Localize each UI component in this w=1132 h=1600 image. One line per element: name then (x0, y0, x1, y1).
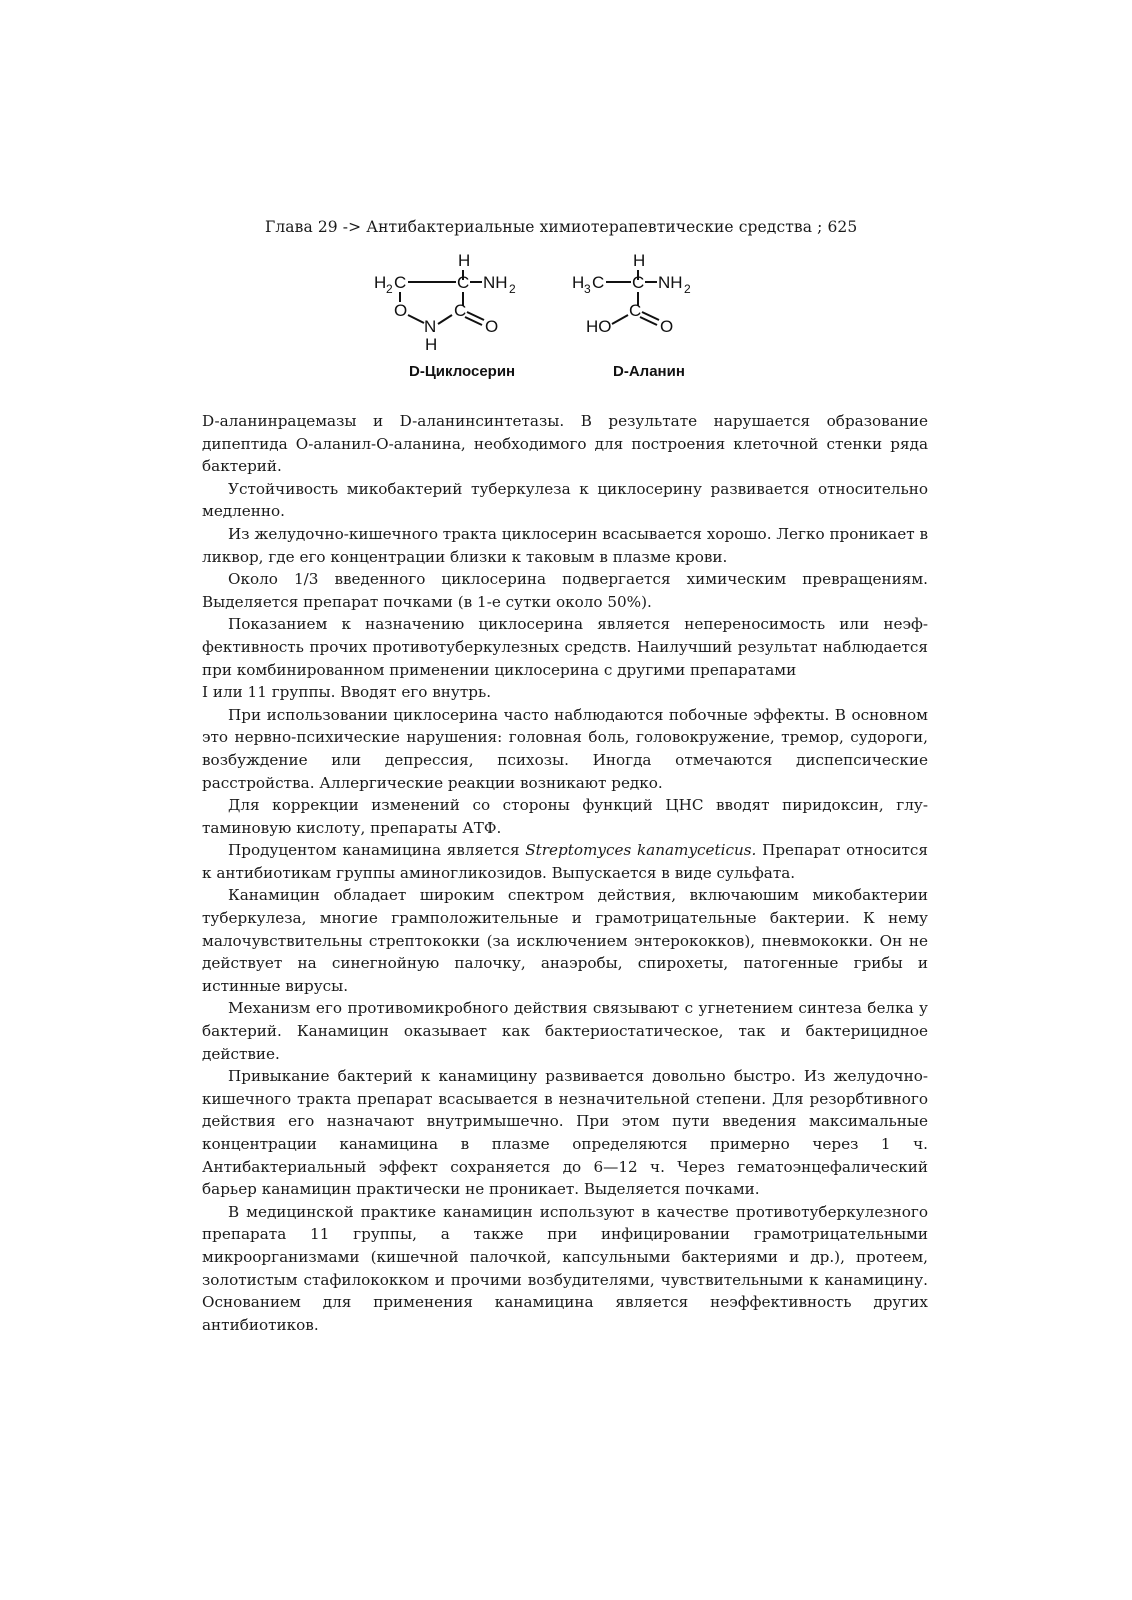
paragraph-3: Из желудочно-кишечного тракта циклосерин всасывается хорошо. Легко проникает в ликвор, где его концентрации близки к таковым в плазме крови. (202, 524, 928, 566)
paragraph-5: Показанием к назначению циклосерина является непереносимость или неэффективность прочих противотуберкулезных средств. Наилучший результат наблюдается при комбинированном применении циклосерина с другими препаратами (202, 615, 928, 679)
paragraph-7: Для коррекции изменений со стороны функций ЦНС вводят пиридоксин, глутаминовую кислоту, препараты АТФ. (202, 796, 928, 837)
paragraph-4: Около 1/3 введенного циклосерина подвергается химическим превращениям. Выделяется препарат почками (в 1-е сутки около 50%). (202, 570, 928, 611)
alanine-c-mid: C (632, 273, 645, 292)
species-name: Streptomyces kanamyceticus. (525, 841, 757, 860)
chemical-structures-svg (360, 250, 760, 390)
alanine-c-low: C (629, 301, 642, 320)
paragraph-9: Канамицин обладает широким спектром действия, включаюшим микобактерии туберкулеза, многие грамположительные и грамотрицательные бактерии. К нему малочувствительны стрептококки (за исключением энтерококков), пневмококки. Он не действует на синегнойную палочку, анаэробы, спирохеты, патогенные грибы и истинные вирусы. (202, 886, 928, 995)
alanine-caption: D-Аланин (613, 363, 685, 380)
paragraph-10: Механизм его противомикробного действия связывают с угнетением синтеза белка у бактерий. Канамицин оказывает как бактериостатическое, так и бактерицидное действие. (202, 999, 928, 1063)
paragraph-11: Привыкание бактерий к канамицину развивается довольно быстро. Из желудочно-кишечного тракта препарат всасывается в незначительной степени. Для резорбтивного действия его назначают внутримышечно. При этом пути введения максимальные концентрации канамицина в плазме определяются примерно через 1 ч. Антибактериальный эффект сохраняется до 6—12 ч. Через гематоэнцефалический барьер канамицин практически не проникает. Выделяется почками. (202, 1067, 928, 1199)
alanine-h-top: H (633, 251, 646, 270)
alanine-o-double: O (660, 317, 674, 336)
paragraph-8-lead: Продуцентом канамицина является (228, 841, 526, 860)
alanine-nh-sub: 2 (684, 282, 691, 296)
paragraph-6: При использовании циклосерина часто наблюдаются побочные эффекты. В основном это нервно-психические нарушения: головная боль, головокружение, тремор, судороги, возбуждение или депрессия, психозы. Иногда отмечаются диспепсические расстройства. Аллергические реакции возникают редко. (202, 705, 928, 792)
cycloserine-h2c-h: H (374, 273, 387, 292)
cycloserine-h2c-c: C (394, 273, 407, 292)
paragraph-2: Устойчивость микобактерий туберкулеза к циклосерину развивается относительно медленно. (202, 479, 928, 521)
cycloserine-caption: D-Циклосерин (409, 363, 516, 380)
cycloserine-n-ring: N (424, 317, 437, 336)
paragraph-8-rest: Препарат относится к антибиотикам группы аминогликозидов. Выпускается в виде сульфата. (202, 841, 928, 882)
cycloserine-h-top: H (458, 251, 471, 270)
body-text (202, 410, 928, 1336)
alanine-h3-c: C (592, 273, 605, 292)
cycloserine-o-double: O (485, 317, 499, 336)
alanine-h3: H (572, 273, 585, 292)
paragraph-5-continued: I или 11 группы. Вводят его внутрь. (202, 683, 492, 702)
running-header: Глава 29 -> Антибактериальные химиотерапевтические средства ; 625 (265, 218, 858, 236)
cycloserine-h2c-sub: 2 (386, 282, 393, 296)
cycloserine-structure (374, 251, 516, 380)
chemical-structures-figure (360, 250, 760, 390)
alanine-ho: HO (586, 317, 612, 336)
cycloserine-nh-sub: 2 (509, 282, 516, 296)
cycloserine-c-ring: C (454, 301, 467, 320)
cycloserine-h-bottom: H (425, 335, 438, 354)
alanine-h3-sub: 3 (584, 282, 591, 296)
paragraph-8 (202, 839, 928, 884)
cycloserine-nh: NH (483, 273, 508, 292)
alanine-nh: NH (658, 273, 683, 292)
cycloserine-c-mid: C (457, 273, 470, 292)
paragraph-1: D-аланинрацемазы и D-аланинсинтетазы. В результате нарушается образование дипептида О-аланил-О-аланина, необходимого для построения клеточной стенки ряда бактерий. (202, 412, 928, 476)
paragraph-12: В медицинской практике канамицин используют в качестве противотуберкулезного препарата 11 группы, а также при инфицировании грамотрицательными микроорганизмами (кишечной палочкой, капсульными бактериями и др.), протеем, золотистым стафилококком и прочими возбудителями, чувствительными к канамицину. Основанием для применения канамицина является неэффективность других антибиотиков. (202, 1202, 928, 1334)
cycloserine-o-ring: O (394, 301, 408, 320)
alanine-structure (572, 251, 691, 380)
